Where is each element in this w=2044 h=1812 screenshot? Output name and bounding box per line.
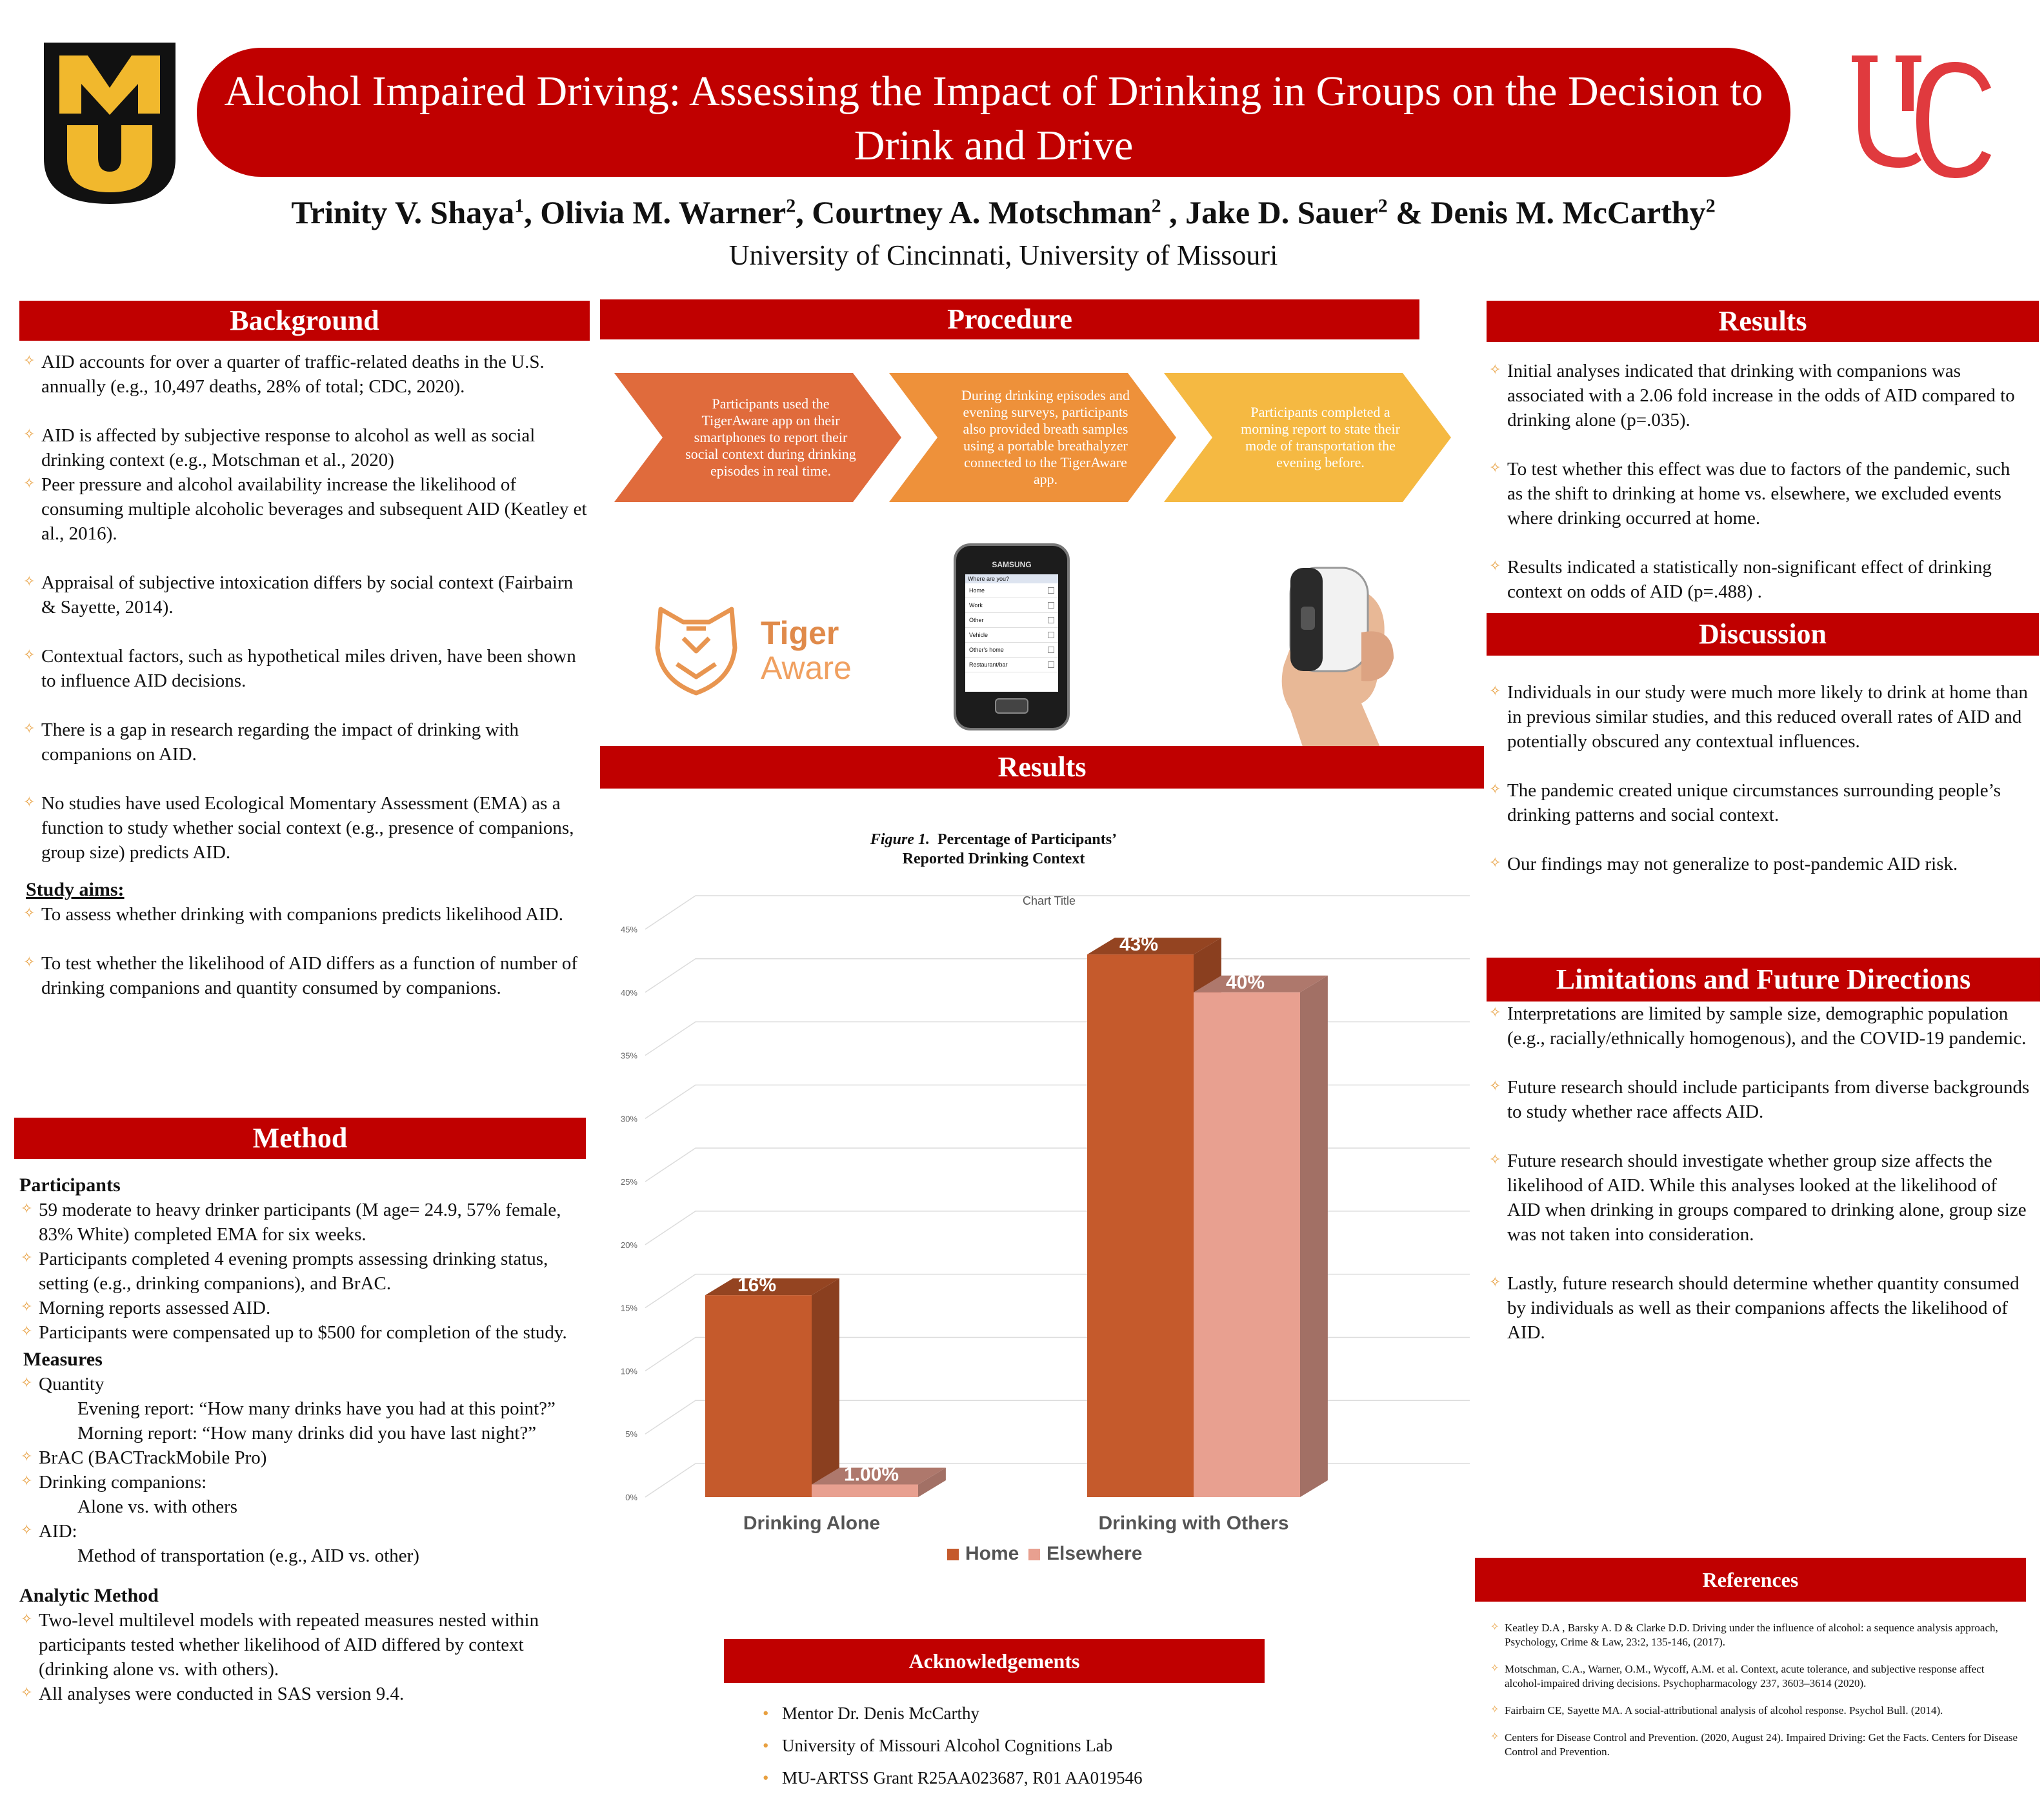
category-label: Drinking Alone	[743, 1513, 881, 1534]
background-item: ✧ AID accounts for over a quarter of traffic-related deaths in the U.S. annually (e.g., 10,497 deaths, 28% of total; CDC, 2020).	[22, 350, 590, 399]
smartphone-image	[954, 543, 1070, 730]
acknowledgements-heading: Acknowledgements	[724, 1639, 1265, 1683]
results-right-section	[1488, 359, 2030, 604]
limitations-item: ✧ Lastly, future research should determine whether quantity consumed by individuals as well as their companions affects the likelihood of AID.	[1488, 1271, 2030, 1345]
bar-side	[812, 1278, 839, 1497]
tigeraware-logo	[648, 603, 867, 700]
data-label: 43%	[1119, 934, 1159, 956]
checkbox-icon	[1048, 602, 1054, 609]
analytic-heading: Analytic Method	[19, 1585, 159, 1606]
checkbox-icon	[1048, 617, 1054, 623]
gridline	[645, 1022, 1470, 1056]
background-item: ✧ No studies have used Ecological Momentary Assessment (EMA) as a function to study whether social context (e.g., presence of companions, group size) predicts AID.	[22, 791, 590, 865]
background-item: ✧ Contextual factors, such as hypothetical miles driven, have been shown to influence AID decisions.	[22, 644, 590, 693]
analytic-item: ✧ All analyses were conducted in SAS version 9.4.	[19, 1682, 587, 1706]
phone-option: Work	[965, 598, 1058, 613]
reference-item: ✧ Motschman, C.A., Warner, O.M., Wycoff, A.M. et al. Context, acute tolerance, and subjective response affect alcohol-impaired driving decisions. Psychopharmacology 237, 3603–3614 (2020).	[1490, 1662, 2019, 1691]
limitations-item: ✧ Future research should investigate whether group size affects the likelihood of AID. While this analyses looked at the likelihood of AID when drinking in groups compared to drinking alone, group size was not taken into consideration.	[1488, 1149, 2030, 1247]
limitations-item: ✧ Future research should include participants from diverse backgrounds to study whether race affects AID.	[1488, 1075, 2030, 1124]
author: Denis M. McCarthy	[1430, 194, 1706, 230]
y-tick-label: 45%	[620, 925, 637, 934]
discussion-section	[1488, 680, 2030, 876]
bar-side	[1300, 976, 1328, 1497]
background-item: ✧ There is a gap in research regarding the impact of drinking with companions on AID.	[22, 718, 590, 767]
y-tick-label: 25%	[620, 1177, 637, 1187]
author: Courtney A. Motschman	[812, 194, 1152, 230]
mu-logo	[44, 43, 175, 204]
discussion-item: ✧ Our findings may not generalize to post-pandemic AID risk.	[1488, 852, 2030, 876]
results-item: ✧ Initial analyses indicated that drinking with companions was associated with a 2.06 fold increase in the odds of AID compared to drinking alone (p=.035).	[1488, 359, 2030, 432]
acknowledgements-list	[756, 1697, 1272, 1794]
y-tick-label: 10%	[620, 1366, 637, 1376]
background-item: ✧ Peer pressure and alcohol availability increase the likelihood of consuming multiple alcoholic beverages and subsequent AID (Keatley et al., 2016).	[22, 472, 590, 546]
aim-item: ✧ To assess whether drinking with companions predicts likelihood AID.	[22, 902, 590, 927]
participants-heading: Participants	[19, 1174, 121, 1196]
checkbox-icon	[1048, 661, 1054, 668]
author: Jake D. Sauer	[1185, 194, 1378, 230]
results-item: ✧ To test whether this effect was due to factors of the pandemic, such as the shift to drinking at home vs. elsewhere, we excluded events where drinking occurred at home.	[1488, 457, 2030, 530]
y-tick-label: 0%	[625, 1493, 637, 1502]
method-heading: Method	[14, 1118, 586, 1159]
phone-screen	[965, 574, 1058, 692]
background-item: ✧ AID is affected by subjective response to alcohol as well as social drinking context (e.g., Motschman et al., 2020)	[22, 423, 590, 472]
limitations-heading: Limitations and Future Directions	[1487, 958, 2040, 1002]
y-tick-label: 30%	[620, 1114, 637, 1124]
procedure-heading: Procedure	[600, 299, 1419, 339]
data-label: 40%	[1226, 971, 1265, 993]
participants-item: ✧ Morning reports assessed AID.	[19, 1296, 587, 1320]
reference-item: ✧ Fairbairn CE, Sayette MA. A social-attributional analysis of alcohol response. Psychol Bull. (2014).	[1490, 1704, 2019, 1718]
reference-item: ✧ Centers for Disease Control and Prevention. (2020, August 24). Impaired Driving: Get the Facts. Centers for Disease Control and Prevention.	[1490, 1731, 2019, 1759]
poster-title: Alcohol Impaired Driving: Assessing the Impact of Drinking in Groups on the Decision to Drink and Drive	[197, 48, 1790, 177]
aim-item: ✧ To test whether the likelihood of AID differs as a function of number of drinking companions and quantity consumed by companions.	[22, 951, 590, 1000]
checkbox-icon	[1048, 632, 1054, 638]
uc-logo	[1839, 49, 1994, 191]
phone-home-button	[995, 698, 1028, 714]
procedure-step-3: Participants completed a morning report to state their mode of transportation the evening before.	[1164, 373, 1451, 502]
tigeraware-text-1: Tiger	[761, 615, 839, 651]
companions-detail: Alone vs. with others	[77, 1496, 238, 1517]
figure-label: Figure 1.	[870, 831, 930, 848]
data-label: 16%	[737, 1274, 777, 1296]
measure-item: ✧ AID:	[19, 1519, 587, 1544]
acknowledgement-item: • MU-ARTSS Grant R25AA023687, R01 AA019546	[756, 1762, 1272, 1794]
y-tick-label: 20%	[620, 1240, 637, 1250]
discussion-heading: Discussion	[1487, 613, 2039, 656]
phone-question: Where are you?	[965, 574, 1058, 583]
legend-swatch	[947, 1549, 959, 1560]
legend-label: Home	[965, 1543, 1019, 1564]
bar	[705, 1295, 812, 1497]
results-right-heading: Results	[1487, 301, 2039, 342]
tiger-icon	[648, 603, 745, 700]
breathalyzer-image	[1265, 561, 1419, 749]
background-item: ✧ Appraisal of subjective intoxication differs by social context (Fairbairn & Sayette, 2014).	[22, 570, 590, 619]
gridline	[645, 1148, 1470, 1182]
limitations-item: ✧ Interpretations are limited by sample size, demographic population (e.g., racially/ethnically homogenous), and the COVID-19 pandemic.	[1488, 1002, 2030, 1051]
references-list	[1490, 1621, 2019, 1772]
y-tick-label: 5%	[625, 1429, 637, 1440]
figure-caption: Figure 1. Percentage of Participants’ Reported Drinking Context	[870, 831, 1117, 867]
phone-option: Vehicle	[965, 628, 1058, 643]
measures-heading: Measures	[23, 1349, 103, 1370]
discussion-item: ✧ Individuals in our study were much more likely to drink at home than in previous similar studies, and this reduced overall rates of AID and potentially obscured any contextual influences.	[1488, 680, 2030, 754]
study-aims-heading: Study aims:	[26, 879, 125, 900]
acknowledgement-item: • Mentor Dr. Denis McCarthy	[756, 1697, 1272, 1729]
background-heading: Background	[19, 301, 590, 341]
bar	[1087, 954, 1194, 1497]
authors-line: Trinity V. Shaya$^1$, Olivia M. Warner$^2$, Courtney A. Motschman$^2$ , Jake D. Sauer$^2$ & Denis M. McCarthy$^2$	[291, 194, 1716, 230]
category-label: Drinking with Others	[1098, 1513, 1289, 1534]
evening-report: Evening report: “How many drinks have you had at this point?”	[77, 1398, 556, 1419]
procedure-step-1: Participants used the TigerAware app on their smartphones to report their social context during drinking episodes in real time.	[614, 373, 901, 502]
tigeraware-text-2: Aware	[761, 650, 852, 686]
background-section	[22, 350, 590, 1000]
gridline	[645, 1211, 1470, 1245]
author: Trinity V. Shaya	[291, 194, 515, 230]
measure-item: ✧ Drinking companions:	[19, 1470, 587, 1495]
phone-option: Other	[965, 613, 1058, 628]
results-center-heading: Results	[600, 746, 1484, 789]
discussion-item: ✧ The pandemic created unique circumstances surrounding people’s drinking patterns and social context.	[1488, 778, 2030, 827]
gridline	[645, 959, 1470, 992]
acknowledgement-item: • University of Missouri Alcohol Cognitions Lab	[756, 1729, 1272, 1762]
checkbox-icon	[1048, 647, 1054, 653]
analytic-item: ✧ Two-level multilevel models with repeated measures nested within participants tested whether likelihood of AID differed by context (drinking alone vs. with others).	[19, 1608, 587, 1682]
bar	[1194, 992, 1300, 1497]
phone-option: Home	[965, 583, 1058, 598]
legend-label: Elsewhere	[1047, 1543, 1143, 1564]
phone-option: Other's home	[965, 643, 1058, 658]
legend-swatch	[1028, 1549, 1040, 1560]
procedure-step-2: During drinking episodes and evening surveys, participants also provided breath samples using a portable breathalyzer connected to the TigerAware app.	[889, 373, 1176, 502]
author: Olivia M. Warner	[540, 194, 787, 230]
participants-item: ✧ Participants were compensated up to $500 for completion of the study.	[19, 1320, 587, 1345]
y-tick-label: 35%	[620, 1051, 637, 1061]
y-tick-label: 40%	[620, 987, 637, 998]
morning-report: Morning report: “How many drinks did you have last night?”	[77, 1423, 537, 1444]
bar	[812, 1484, 918, 1497]
results-item: ✧ Results indicated a statistically non-significant effect of drinking context on odds of AID (p=.488) .	[1488, 555, 2030, 604]
phone-option: Restaurant/bar	[965, 658, 1058, 672]
gridline	[645, 1085, 1470, 1118]
aid-detail: Method of transportation (e.g., AID vs. other)	[77, 1545, 419, 1566]
reference-item: ✧ Keatley D.A , Barsky A. D & Clarke D.D. Driving under the influence of alcohol: a sequence analysis approach, Psychology, Crime & Law, 23:2, 135-146, (2017).	[1490, 1621, 2019, 1649]
participants-item: ✧ Participants completed 4 evening prompts assessing drinking status, setting (e.g., drinking companions), and BrAC.	[19, 1247, 587, 1296]
references-heading: References	[1475, 1558, 2026, 1602]
chart-title: Chart Title	[1022, 894, 1076, 907]
drinking-context-chart	[594, 878, 1484, 1594]
measure-item: ✧ Quantity	[19, 1372, 587, 1396]
data-label: 1.00%	[844, 1464, 899, 1485]
participants-item: ✧ 59 moderate to heavy drinker participants (M age= 24.9, 57% female, 83% White) completed EMA for six weeks.	[19, 1198, 587, 1247]
measure-item: ✧ BrAC (BACTrackMobile Pro)	[19, 1445, 587, 1470]
method-section	[19, 1173, 587, 1706]
checkbox-icon	[1048, 587, 1054, 594]
affiliations: University of Cincinnati, University of Missouri	[728, 239, 1278, 271]
y-tick-label: 15%	[620, 1303, 637, 1313]
limitations-section	[1488, 1002, 2030, 1345]
phone-brand: SAMSUNG	[992, 560, 1032, 569]
